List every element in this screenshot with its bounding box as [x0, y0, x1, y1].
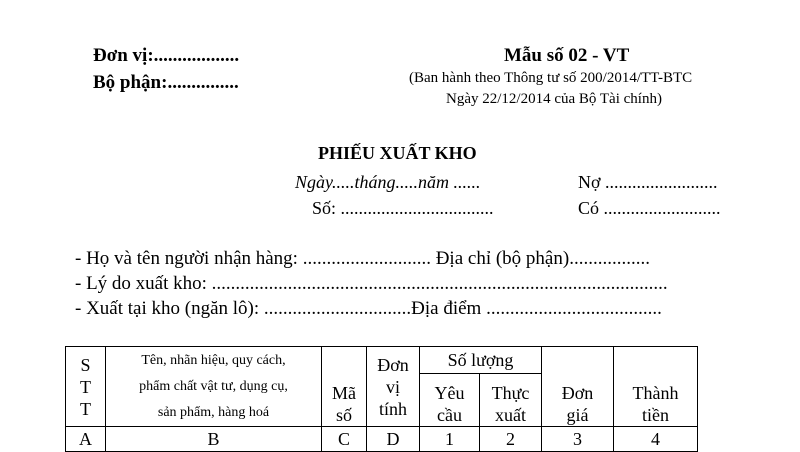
date-line: Ngày.....tháng.....năm ...... — [295, 172, 481, 192]
code-cell: C — [322, 427, 367, 452]
form-number: Mẫu số 02 - VT — [504, 45, 630, 66]
header-stt: S T T — [66, 347, 106, 427]
debit-line: Nợ ......................... — [578, 172, 718, 192]
code-cell: 1 — [420, 427, 480, 452]
code-cell: D — [367, 427, 420, 452]
warehouse-field: - Xuất tại kho (ngăn lô): ...............................Địa điểm ..................................... — [75, 298, 662, 319]
code-cell: A — [66, 427, 106, 452]
header-amount: Thành tiền — [614, 347, 698, 427]
reason-field: - Lý do xuất kho: ................................................................................................ — [75, 273, 668, 294]
issued-by-note: (Ban hành theo Thông tư số 200/2014/TT-BTC — [409, 70, 693, 86]
header-requested: Yêu cầu — [420, 374, 480, 427]
items-table — [65, 346, 698, 452]
code-cell: B — [106, 427, 322, 452]
code-cell: 4 — [614, 427, 698, 452]
unit-line: Đơn vị:.................. — [93, 45, 240, 66]
receiver-field: - Họ và tên người nhận hàng: ........................... Địa chỉ (bộ phận)................. — [75, 248, 650, 269]
department-line: Bộ phận:............... — [93, 72, 239, 93]
code-cell: 3 — [542, 427, 614, 452]
header-quantity: Số lượng — [420, 347, 542, 374]
header-price: Đơn giá — [542, 347, 614, 427]
code-cell: 2 — [480, 427, 542, 452]
number-line: Số: .................................. — [312, 198, 494, 218]
header-code: Mã số — [322, 347, 367, 427]
issued-date-note: Ngày 22/12/2014 của Bộ Tài chính) — [446, 91, 662, 107]
header-unit: Đơn vị tính — [367, 347, 420, 427]
header-actual: Thực xuất — [480, 374, 542, 427]
credit-line: Có .......................... — [578, 198, 721, 218]
document-title: PHIẾU XUẤT KHO — [318, 143, 477, 163]
column-code-row — [66, 427, 698, 452]
header-item-name: Tên, nhãn hiệu, quy cách, phẩm chất vật tư, dụng cụ, sản phẩm, hàng hoá — [106, 347, 322, 427]
